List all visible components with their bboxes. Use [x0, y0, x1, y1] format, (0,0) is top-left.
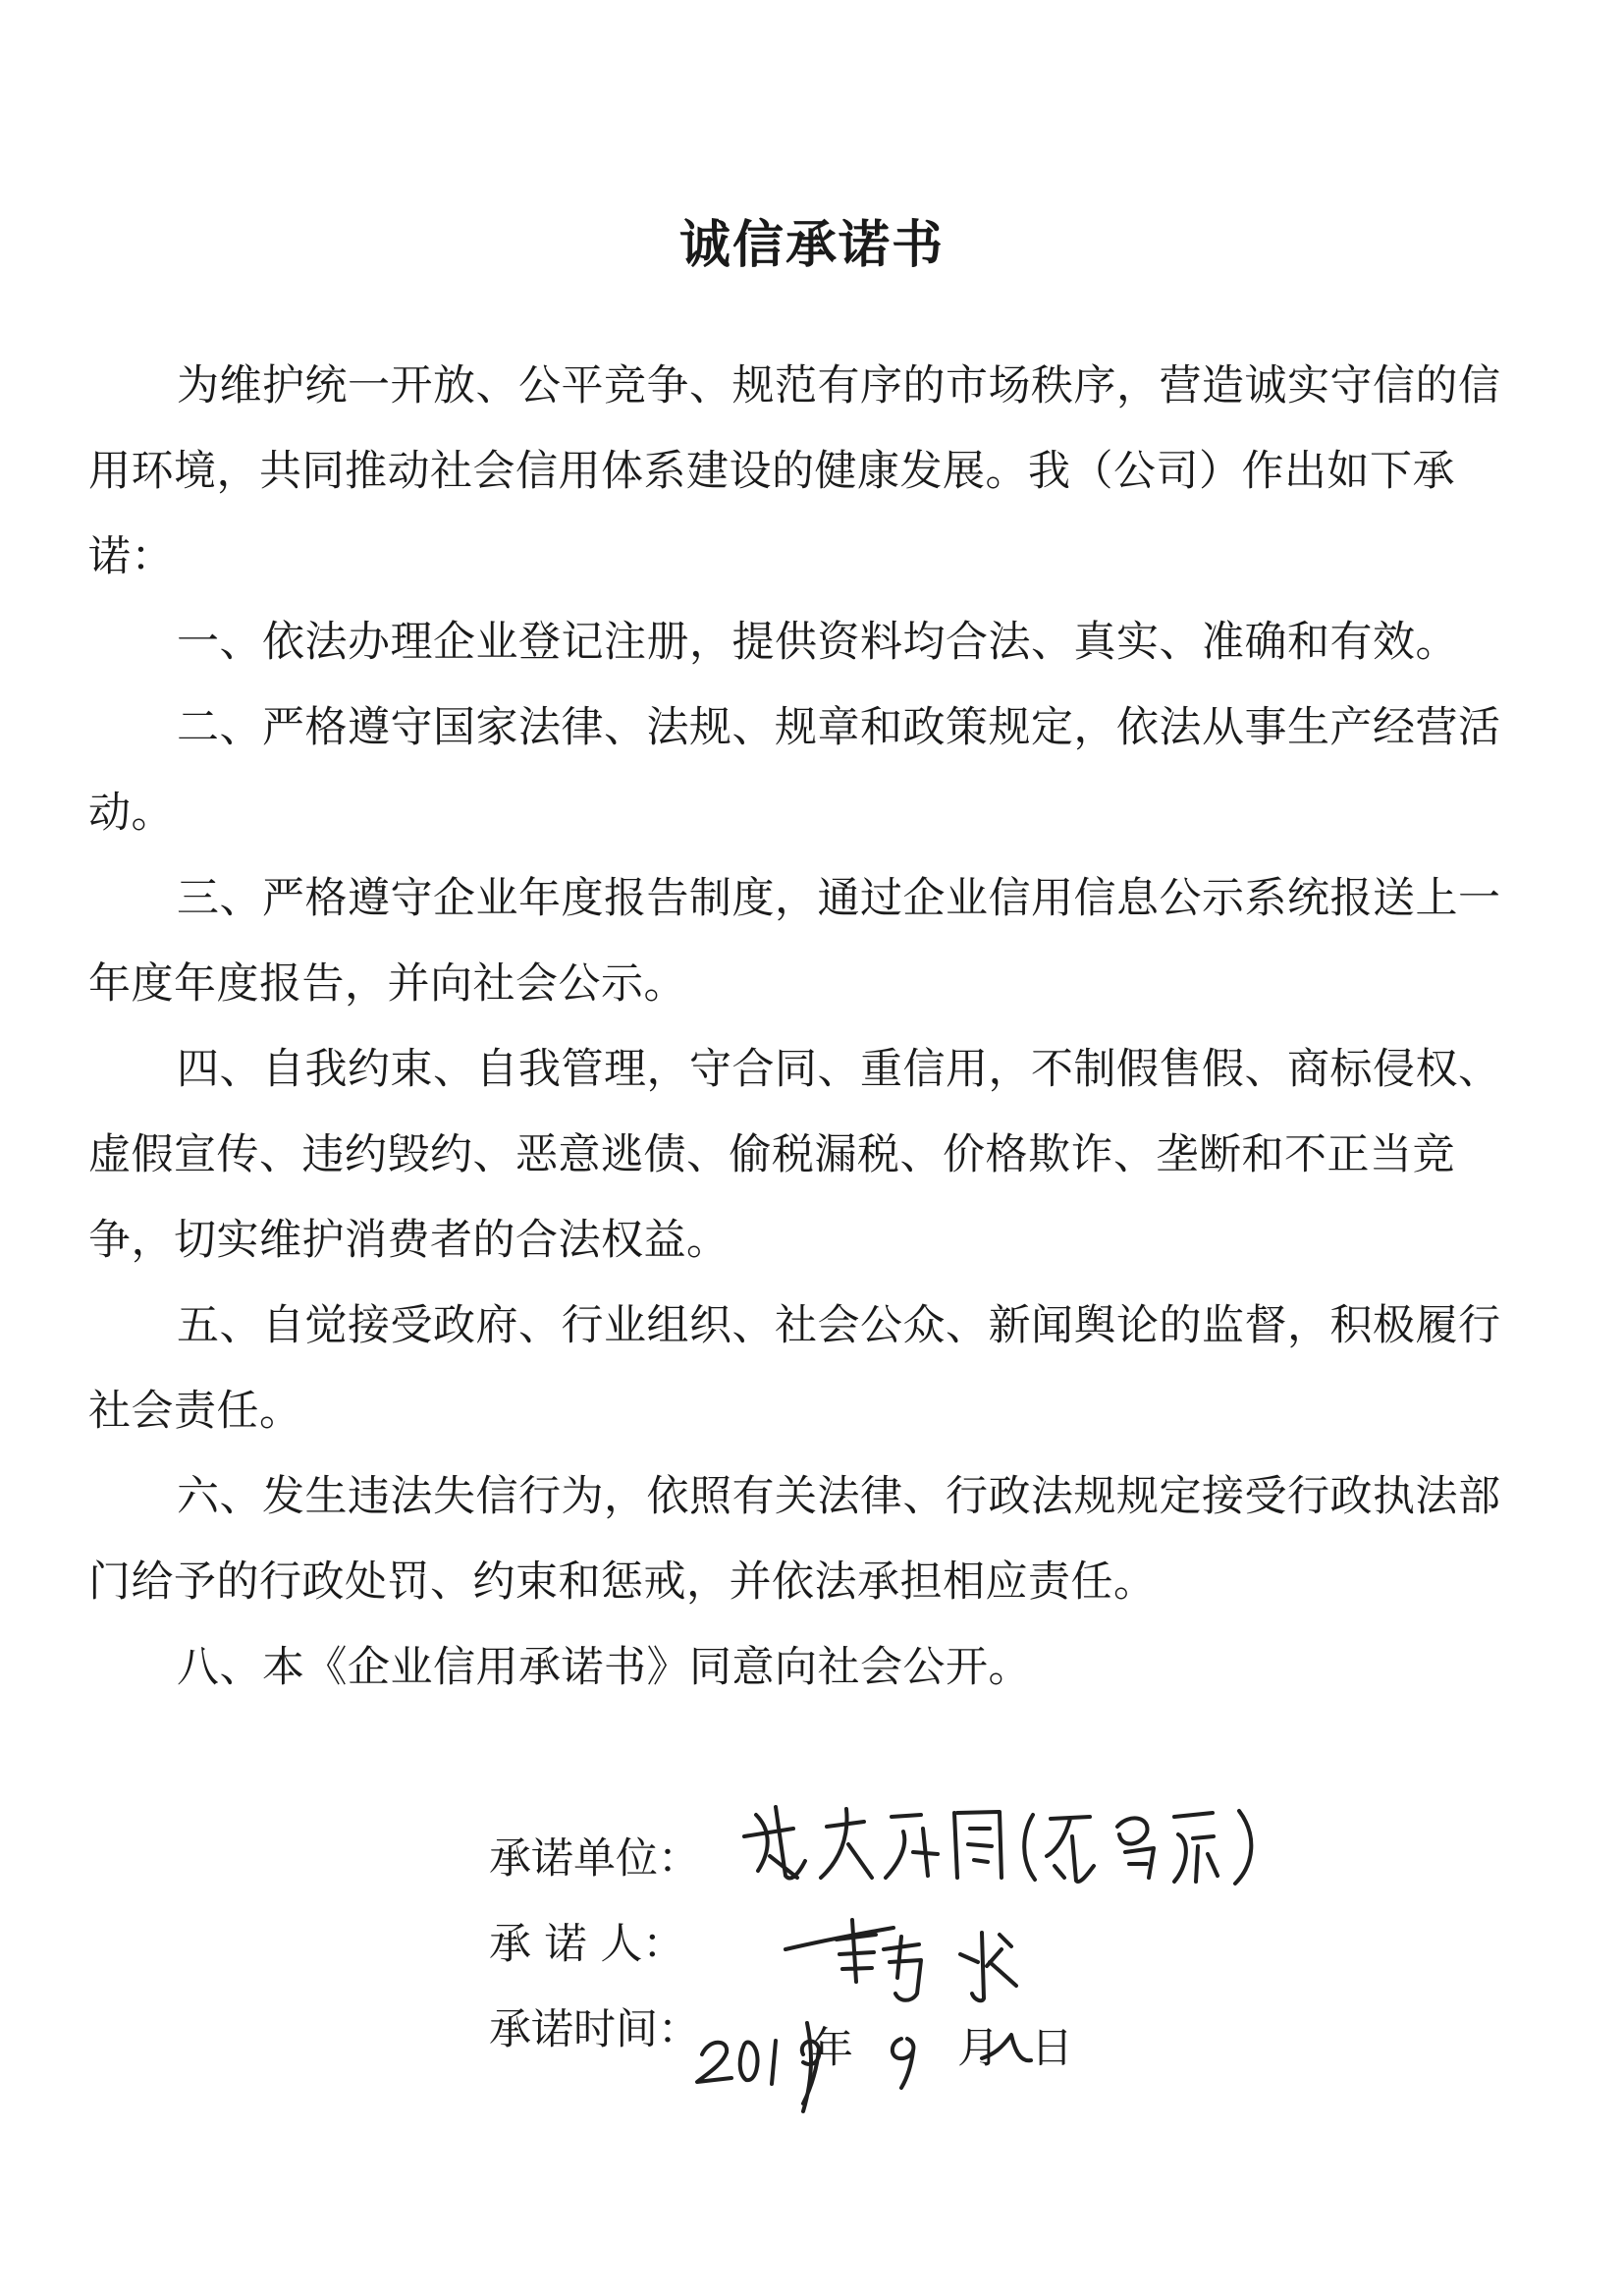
time-label: 承诺时间： — [489, 2005, 700, 2054]
time-row — [489, 1988, 1373, 2073]
person-label: 承 诺 人： — [489, 1920, 685, 1969]
person-row — [489, 1902, 1373, 1988]
unit-label: 承诺单位： — [489, 1834, 700, 1884]
commitment-item-3: 三、严格遵守企业年度报告制度，通过企业信用信息公示系统报送上一年度年度报告，并向社会公示。 — [88, 874, 1501, 1009]
signature-block — [489, 1817, 1373, 2073]
commitment-item-4: 四、自我约束、自我管理，守合同、重信用，不制假售假、商标侵权、虚假宣传、违约毁约、恶意逃债、偷税漏税、价格欺诈、垄断和不正当竞争，切实维护消费者的合法权益。 — [88, 1045, 1501, 1265]
commitment-item-8: 八、本《企业信用承诺书》同意向社会公开。 — [177, 1643, 1031, 1692]
unit-row — [489, 1817, 1373, 1902]
intro-paragraph: 为维护统一开放、公平竞争、规范有序的市场秩序，营造诚实守信的信用环境，共同推动社会信用体系建设的健康发展。我（公司）作出如下承诺： — [88, 361, 1501, 581]
commitment-item-6: 六、发生违法失信行为，依照有关法律、行政法规规定接受行政执法部门给予的行政处罚、约束和惩戒，并依法承担相应责任。 — [88, 1472, 1501, 1607]
commitment-item-1: 一、依法办理企业登记注册，提供资料均合法、真实、准确和有效。 — [177, 618, 1458, 667]
year-suffix: 年 — [811, 2024, 853, 2073]
document-body — [88, 344, 1502, 1711]
day-suffix: 日 — [1031, 2024, 1073, 2073]
commitment-item-2: 二、严格遵守国家法律、法规、规章和政策规定，依法从事生产经营活动。 — [88, 703, 1501, 838]
document-title: 诚信承诺书 — [678, 216, 945, 275]
commitment-item-5: 五、自觉接受政府、行业组织、社会公众、新闻舆论的监督，积极履行社会责任。 — [88, 1301, 1501, 1436]
month-suffix: 月 — [957, 2024, 1000, 2073]
